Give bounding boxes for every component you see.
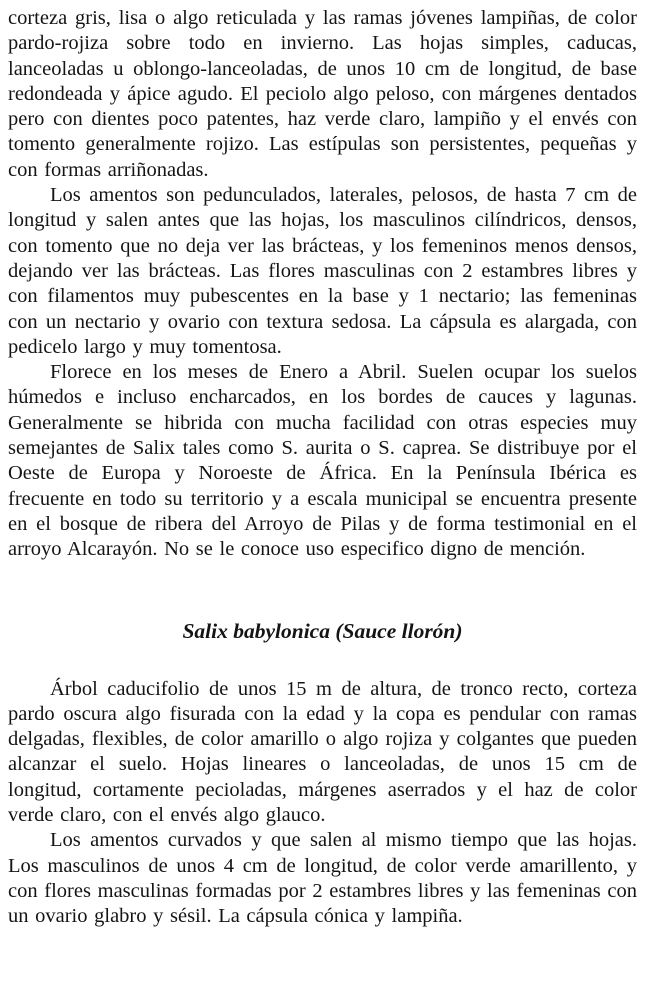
paragraph-tree-description: Árbol caducifolio de unos 15 m de altura, de tronco recto, corteza pardo oscura algo fisurada con la edad y la copa es pendular con ramas delgadas, flexibles, de color amarillo o algo rojiza y colgantes que pueden alcanzar el suelo. Hojas lineares o lanceoladas, de unos 15 cm de longitud, cortamente pecioladas, márgenes aserrados y el haz de color verde claro, con el envés algo glauco. <box>8 677 637 827</box>
paragraph-bark-leaves: corteza gris, lisa o algo reticulada y las ramas jóvenes lampiñas, de color pardo-rojiza sobre todo en invierno. Las hojas simples, caducas, lanceoladas u oblongo-lanceoladas, de unos 10 cm de longitud, de base redondeada y ápice agudo. El peciolo algo peloso, con márgenes dentados pero con dientes poco patentes, haz verde claro, lampiño y el envés con tomento generalmente rojizo. Las estípulas son persistentes, pequeñas y con formas arriñonadas. <box>8 7 637 181</box>
paragraph-catkins-flowers: Los amentos son pedunculados, laterales, pelosos, de hasta 7 cm de longitud y salen antes que las hojas, los masculinos cilíndricos, densos, con tomento que no deja ver las brácteas, y los femeninos menos densos, dejando ver las brácteas. Las flores masculinas con 2 estambres libres y con filamentos muy pubescentes en la base y 1 nectario; las femeninas con un nectario y ovario con textura sedosa. La cápsula es alargada, con pedicelo largo y muy tomentosa. <box>8 184 637 358</box>
paragraph-catkins-capsule: Los amentos curvados y que salen al mismo tiempo que las hojas. Los masculinos de unos 4 cm de longitud, de color verde amarillento, y con flores masculinas formadas por 2 estambres libres y las femeninas con un ovario glabro y sésil. La cápsula cónica y lampiña. <box>8 829 637 928</box>
paragraph-flowering-distribution: Florece en los meses de Enero a Abril. Suelen ocupar los suelos húmedos e incluso encharcados, en los bordes de cauces y lagunas. Generalmente se hibrida con mucha facilidad con otras especies muy semejantes de Salix tales como S. aurita o S. caprea. Se distribuye por el Oeste de Europa y Noroeste de África. En la Península Ibérica es frecuente en todo su territorio y a escala municipal se encuentra presente en el bosque de ribera del Arroyo de Pilas y de forma testimonial en el arroyo Alcarayón. No se le conoce uso especifico digno de mención. <box>8 361 637 561</box>
species-heading: Salix babylonica (Sauce llorón) <box>182 618 463 643</box>
